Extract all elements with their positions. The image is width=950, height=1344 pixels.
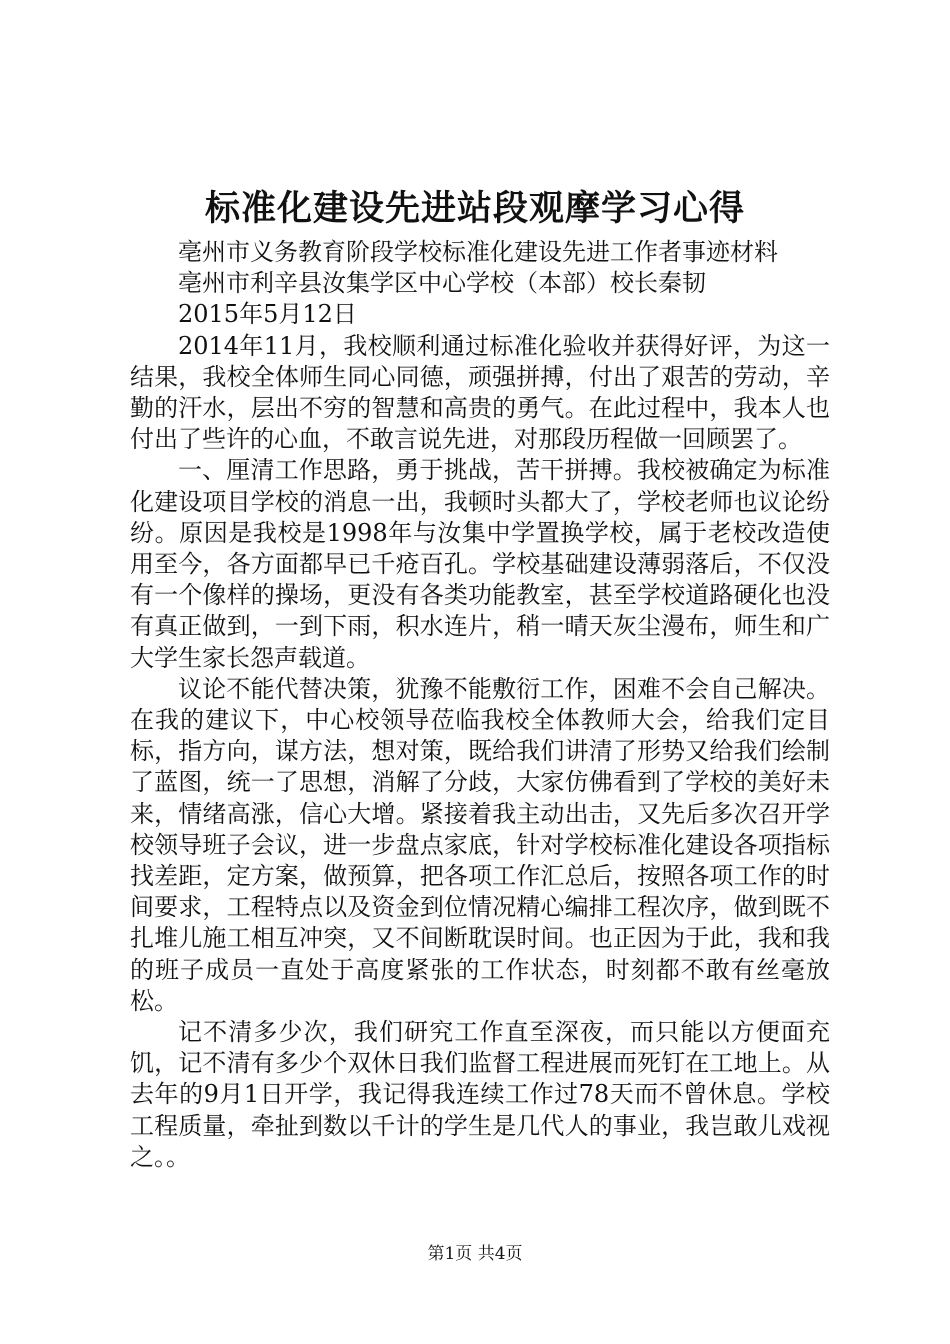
paragraph: 2014年11月，我校顺利通过标准化验收并获得好评，为这一结果，我校全体师生同心同德，顽强拼搏，付出了艰苦的劳动，辛勤的汗水，层出不穷的智慧和高贵的勇气。在此过程中，我本人也付出了些许的心血，不敢言说先进，对那段历程做一回顾罢了。 <box>130 331 830 454</box>
date-line: 2015年5月12日 <box>178 300 357 329</box>
document-title: 标准化建设先进站段观摩学习心得 <box>204 188 745 229</box>
subtitle-line: 亳州市义务教育阶段学校标准化建设先进工作者事迹材料 <box>178 238 778 266</box>
document-body <box>130 237 830 1173</box>
paragraph: 记不清多少次，我们研究工作直至深夜，而只能以方便面充饥，记不清有多少个双休日我们监督工程进展而死钉在工地上。从去年的9月1日开学，我记得我连续工作过78天而不曾休息。学校工程质量，牵扯到数以千计的学生是几代人的事业，我岂敢儿戏视之。。 <box>130 1018 830 1171</box>
page-indicator: 第1页 共4页 <box>427 1244 523 1264</box>
paragraph: 议论不能代替决策，犹豫不能敷衍工作，困难不会自己解决。在我的建议下，中心校领导莅临我校全体教师大会，给我们定目标，指方向，谋方法，想对策，既给我们讲清了形势又给我们绘制了蓝图，统一了思想，消解了分歧，大家仿佛看到了学校的美好未来，情绪高涨，信心大增。紧接着我主动出击，又先后多次召开学校领导班子会议，进一步盘点家底，针对学校标准化建设各项指标找差距，定方案，做预算，把各项工作汇总后，按照各项工作的时间要求，工程特点以及资金到位情况精心编排工程次序，做到既不扎堆儿施工相互冲突，又不间断耽误时间。也正因为于此，我和我的班子成员一直处于高度紧张的工作状态，时刻都不敢有丝毫放松。 <box>130 674 830 1015</box>
paragraph: 一、厘清工作思路，勇于挑战，苦干拼搏。我校被确定为标准化建设项目学校的消息一出，我顿时头都大了，学校老师也议论纷纷。原因是我校是1998年与汝集中学置换学校，属于老校改造使用至今，各方面都早已千疮百孔。学校基础建设薄弱落后，不仅没有一个像样的操场，更没有各类功能教室，甚至学校道路硬化也没有真正做到，一到下雨，积水连片，稍一晴天灰尘漫布，师生和广大学生家长怨声载道。 <box>130 456 830 672</box>
author-line: 亳州市利辛县汝集学区中心学校（本部）校长秦韧 <box>178 269 706 298</box>
